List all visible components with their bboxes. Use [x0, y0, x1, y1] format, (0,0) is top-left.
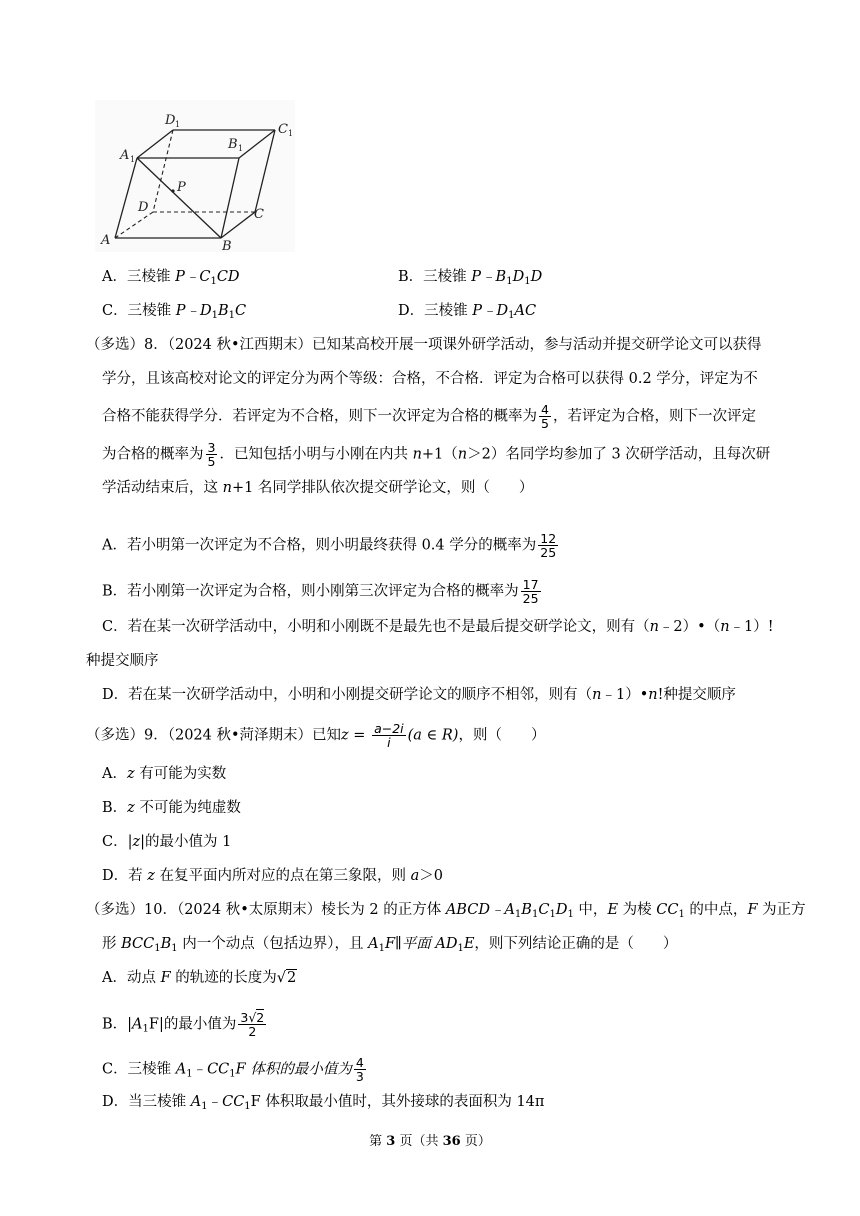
q8-option-c-cont: 种提交顺序	[86, 653, 159, 669]
fraction-4-5: $\frac{4}{5}$	[541, 402, 549, 431]
label-b: B	[222, 239, 232, 252]
q7-option-b[interactable]: B．三棱锥 $P﹣B_1D_1D$	[398, 269, 543, 287]
q9-option-d[interactable]: D．若 z 在复平面内所对应的点在第三象限，则 a＞0	[102, 868, 443, 884]
q9-stem: （多选）9．（2024 秋•菏泽期末）已知z = $\frac{a-2i}{i}$ (a ∈ R)，则（ ）	[86, 721, 546, 750]
q10-option-d[interactable]: D．当三棱锥 $A_1﹣CC_1F$ 体积取最小值时，其外接球的表面积为 14π	[102, 1094, 545, 1112]
q8-option-d[interactable]: D．若在某一次研学活动中，小明和小刚提交研学论文的顺序不相邻，则有（n﹣1）•n!种提交顺序	[102, 687, 736, 703]
label-p: P	[177, 180, 186, 195]
q8-option-a[interactable]: A．若小明第一次评定为不合格，则小明最终获得 0.4 学分的概率为 $\frac{12}{25}$	[102, 531, 557, 560]
fraction-3sqrt2-2: $\frac{3√2}{2}$	[240, 1010, 265, 1039]
q10-option-c[interactable]: C．三棱锥 $A_1﹣CC_1F$ 体积的最小值为 $\frac{4}{3}$	[102, 1055, 364, 1084]
label-a1: A	[120, 148, 130, 163]
fraction-12-25: $\frac{12}{25}$	[540, 531, 557, 560]
q7-option-c[interactable]: C．三棱锥 $P﹣D_1B_1C$	[102, 303, 247, 321]
label-c1: C	[278, 122, 288, 137]
q8-stem-line5: 学活动结束后，这 n+1 名同学排队依次提交研学论文，则（ ）	[102, 480, 534, 496]
q8-option-c[interactable]: C．若在某一次研学活动中，小明和小刚既不是最先也不是最后提交研学论文，则有（n﹣2）•（n﹣1）!	[102, 619, 774, 635]
q7-option-a[interactable]: A．三棱锥 $P﹣C_1CD$	[102, 269, 240, 287]
q8-stem-line2: 学分，且该高校对论文的评定分为两个等级：合格，不合格．评定为合格可以获得 0.2 学分，评定为不	[102, 371, 758, 387]
page-footer: 第 3 页（共 36 页）	[369, 1134, 491, 1149]
label-c1-sub: 1	[288, 129, 294, 138]
fraction-3-5: $\frac{3}{5}$	[207, 440, 216, 469]
label-d1-sub: 1	[175, 120, 181, 129]
q9-option-c[interactable]: C．|z|的最小值为 1	[102, 834, 232, 850]
q8-stem-line4: 为合格的概率为 $\frac{3}{5}$ ．已知包括小明与小刚在内共 n+1（n＞2）名同学均参加了 3 次研学活动，且每次研	[102, 440, 771, 469]
label-a: A	[101, 233, 111, 248]
q10-option-a[interactable]: A．动点 F 的轨迹的长度为√2	[102, 970, 297, 986]
label-a1-sub: 1	[130, 155, 136, 164]
fraction-4-3: $\frac{4}{3}$	[355, 1055, 364, 1084]
label-c: C	[254, 207, 264, 222]
label-d1: D	[165, 113, 176, 128]
sqrt-2: √2	[276, 970, 297, 986]
q8-option-b[interactable]: B．若小刚第一次评定为合格，则小刚第三次评定为合格的概率为 $\frac{17}{25}$	[102, 577, 539, 606]
parallelepiped-figure	[95, 100, 295, 252]
q8-stem-line1: （多选）8．（2024 秋•江西期末）已知某高校开展一项课外研学活动，参与活动并提交研学论文可以获得	[86, 337, 762, 353]
q10-option-b[interactable]: B．$|A_1F|$的最小值为 $\frac{3√2}{2}$	[102, 1010, 265, 1039]
q9-option-b[interactable]: B．z 不可能为纯虚数	[102, 800, 241, 816]
fraction-17-25: $\frac{17}{25}$	[522, 577, 539, 606]
q10-stem-line1: （多选）10．（2024 秋•太原期末）棱长为 2 的正方体 $ABCD﹣A_1B_1C_1D_1$ 中，E 为棱 $CC_1$ 的中点，F 为正方	[86, 902, 806, 920]
q7-option-d[interactable]: D．三棱锥 $P﹣D_1AC$	[398, 303, 537, 321]
label-b1-sub: 1	[238, 144, 244, 153]
q9-option-a[interactable]: A．z 有可能为实数	[102, 766, 227, 782]
q8-stem-line3: 合格不能获得学分．若评定为不合格，则下一次评定为合格的概率为 $\frac{4}{5}$ ，若评定为合格，则下一次评定	[102, 402, 756, 431]
q10-stem-line2: 形 $BCC_1B_1$ 内一个动点（包括边界），且 $A_1F\parallel$平面 $AD_1E$，则下列结论正确的是（ ）	[102, 936, 678, 954]
fraction-z-expr: $\frac{a-2i}{i}$	[374, 721, 404, 750]
parallelepiped-diagram	[95, 100, 295, 252]
label-d: D	[138, 200, 149, 215]
label-b1: B	[228, 137, 238, 152]
